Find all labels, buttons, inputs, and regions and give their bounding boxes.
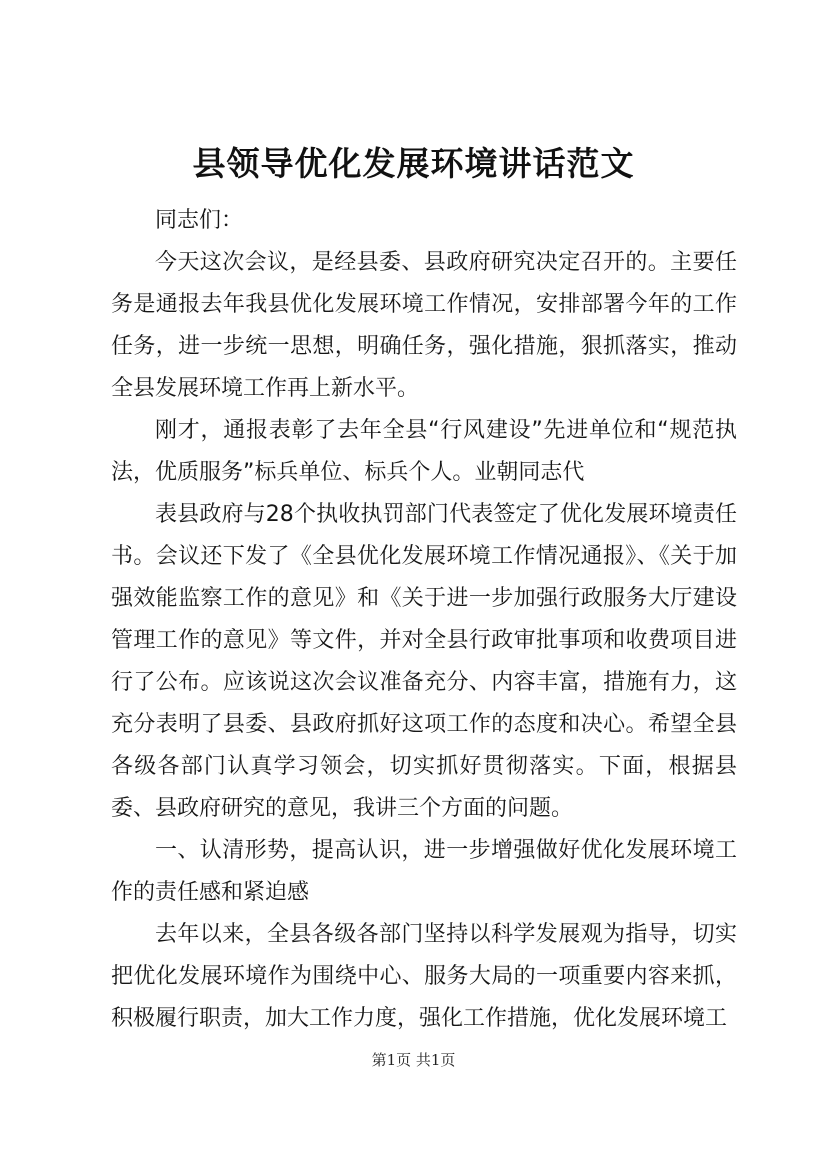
section-heading-one: 一、认清形势，提高认识，进一步增强做好优化发展环境工作的责任感和紧迫感 xyxy=(111,838,737,905)
paragraph-last-year-review: 去年以来，全县各级各部门坚持以科学发展观为指导，切实把优化发展环境作为围绕中心、服务大局的一项重要内容来抓，积极履行职责，加大工作力度，强化工作措施，优化发展环境工 xyxy=(111,922,737,1031)
paragraph-commendation: 刚才，通报表彰了去年全县“行风建设”先进单位和“规范执法，优质服务”标兵单位、标兵个人。业朝同志代 xyxy=(111,418,737,485)
paragraph-salutation: 同志们： xyxy=(155,208,244,233)
paragraph-meeting-purpose: 今天这次会议，是经县委、县政府研究决定召开的。主要任务是通报去年我县优化发展环境工作情况，安排部署今年的工作任务，进一步统一思想，明确任务，强化措施，狠抓落实，推动全县发展环境工作再上新水平。 xyxy=(111,250,737,401)
paragraph-responsibility-letter: 表县政府与28个执收执罚部门代表签定了优化发展环境责任书。会议还下发了《全县优化发展环境工作情况通报》、《关于加强效能监察工作的意见》和《关于进一步加强行政服务大厅建设管理工作的意见》等文件，并对全县行政审批事项和收费项目进行了公布。应该说这次会议准备充分、内容丰富，措施有力，这充分表明了县委、县政府抓好这项工作的态度和决心。希望全县各级各部门认真学习领会，切实抓好贯彻落实。下面，根据县委、县政府研究的意见，我讲三个方面的问题。 xyxy=(111,502,737,821)
page-number-footer: 第1页 共1页 xyxy=(371,1051,456,1069)
document-title: 县领导优化发展环境讲话范文 xyxy=(192,144,635,183)
document-body xyxy=(111,200,737,1040)
